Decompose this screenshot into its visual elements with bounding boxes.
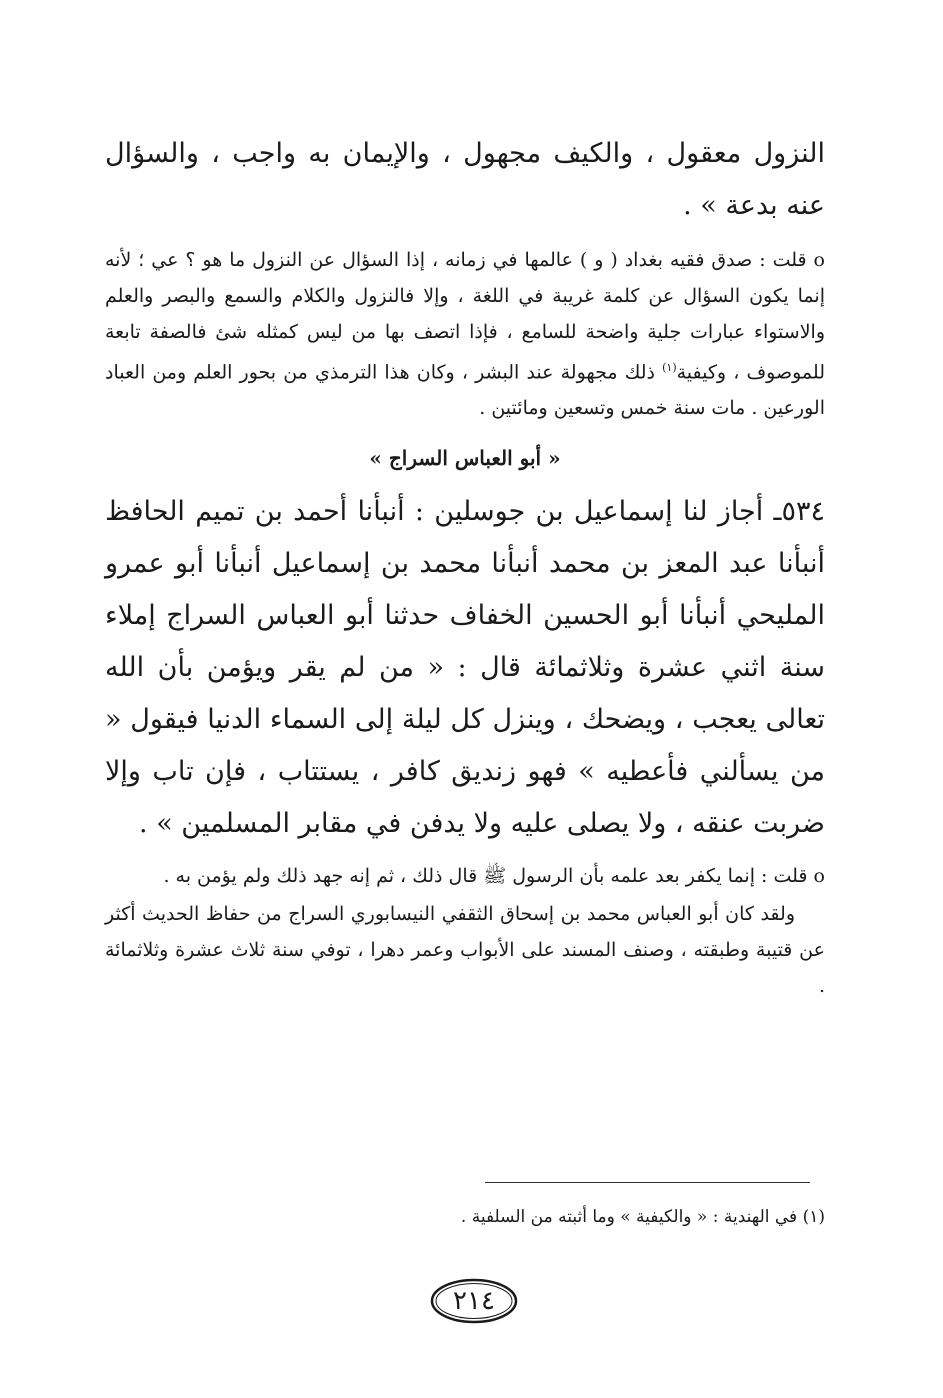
page-body: [105, 128, 825, 1004]
footnote-reference: (١): [662, 361, 677, 374]
author-comment-1: [105, 242, 825, 426]
opening-paragraph: النزول معقول ، والكيف مجهول ، والإيمان به واجب ، والسؤال عنه بدعة » .: [105, 138, 825, 221]
biography-paragraph: ولقد كان أبو العباس محمد بن إسحاق الثقفي النيسابوري السراج من حفاظ الحديث أكثر عن قتيبة وطبقته ، وصنف المسند على الأبواب وعمر دهرا ، توفي سنة ثلاث عشرة وثلاثمائة .: [105, 903, 825, 998]
author-comment-2: o قلت : إنما يكفر بعد علمه بأن الرسول ﷺ قال ذلك ، ثم إنه جهد ذلك ولم يؤمن به .: [163, 865, 825, 888]
section-heading: « أبو العباس السراج »: [369, 446, 561, 471]
page-number-frame: [428, 1275, 520, 1327]
page-number: ٢١٤: [453, 1286, 495, 1316]
author-comment-1-end: ذلك مجهولة عند البشر ، وكان هذا الترمذي من بحور العلم ومن العباد الورعين . مات سنة خمس وتسعين ومائتين .: [105, 361, 825, 420]
hadith-paragraph: ٥٣٤ـ أجاز لنا إسماعيل بن جوسلين : أنبأنا أحمد بن تميم الحافظ أنبأنا عبد المعز بن محمد أنبأنا محمد بن إسماعيل أنبأنا أبو عمرو المليحي أنبأنا أبو الحسين الخفاف حدثنا أبو العباس السراج إملاء سنة اثني عشرة وثلاثمائة قال : « من لم يقر ويؤمن بأن الله تعالى يعجب ، ويضحك ، وينزل كل ليلة إلى السماء الدنيا فيقول « من يسألني فأعطيه » فهو زنديق كافر ، يستتاب ، فإن تاب وإلا ضربت عنقه ، ولا يصلى عليه ولا يدفن في مقابر المسلمين » .: [105, 496, 825, 840]
footnote-divider: [485, 1182, 810, 1183]
footnote: (١) في الهندية : « والكيفية » وما أثبته من السلفية .: [460, 1207, 825, 1227]
author-comment-1-text: o قلت : صدق فقيه بغداد ( و ) عالمها في زمانه ، إذا السؤال عن النزول ما هو ؟ عي ؛ لأنه إنما يكون السؤال عن كلمة غريبة في اللغة ، وإلا فالنزول والكلام والسمع والبصر والعلم والاستواء عبارات جلية واضحة للسامع ، فإذا اتصف بها من ليس كمثله شئ فالصفة تابعة للموصوف ، وكيفية: [105, 249, 825, 384]
